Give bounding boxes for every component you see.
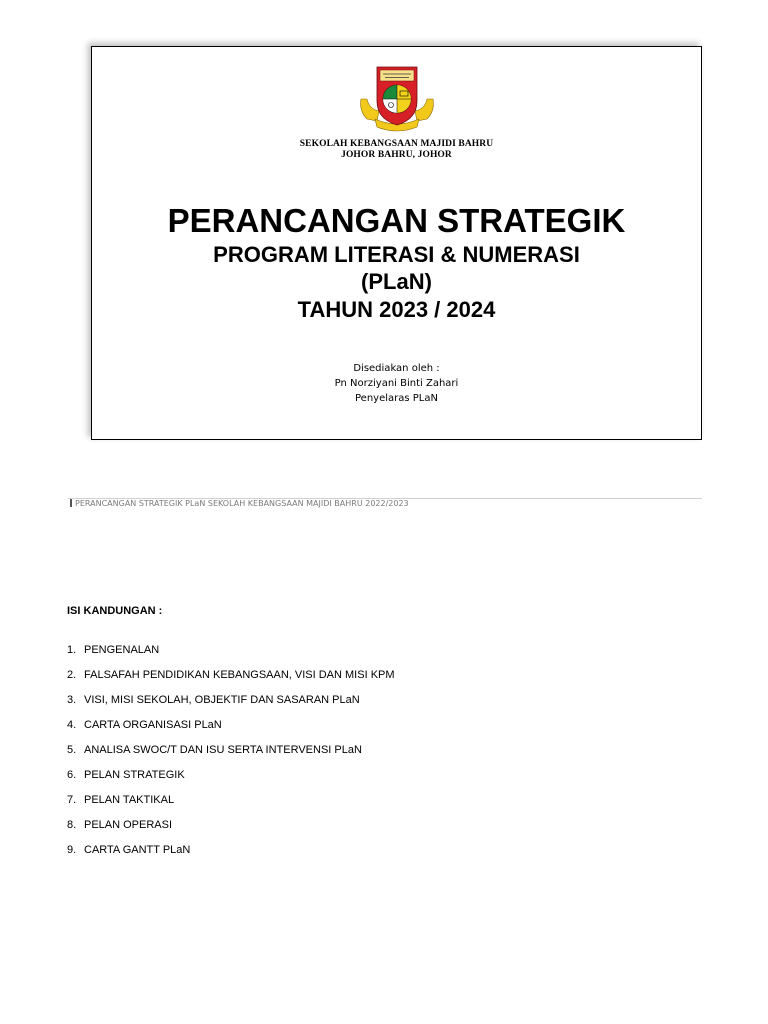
toc-item [67,740,395,765]
toc-heading: ISI KANDUNGAN : [67,605,163,617]
school-location: JOHOR BAHRU, JOHOR [341,150,452,160]
program-year: TAHUN 2023 / 2024 [297,297,496,322]
prepared-by-label: Disediakan oleh : [353,363,440,374]
toc-item [67,840,395,865]
toc-item-label: ANALISA SWOC/T DAN ISU SERTA INTERVENSI PLaN [84,744,362,756]
prepared-by-name: Pn Norziyani Binti Zahari [334,378,459,389]
toc-item-number: 5. [67,744,77,756]
toc-item-number: 7. [67,794,77,806]
toc-item-number: 9. [67,844,77,856]
toc-item-label: PENGENALAN [84,644,160,656]
school-name: SEKOLAH KEBANGSAAN MAJIDI BAHRU [299,139,494,149]
document-title: PERANCANGAN STRATEGIK [167,202,626,239]
toc-item [67,815,395,840]
toc-item-number: 2. [67,669,77,681]
toc-item [67,790,395,815]
toc-item-label: CARTA GANTT PLaN [84,844,191,856]
header-bar-icon [70,499,72,507]
toc-item-number: 6. [67,769,77,781]
cover-page [91,46,702,440]
toc-item-number: 1. [67,644,77,656]
program-name: PROGRAM LITERASI & NUMERASI [213,242,580,267]
toc-item-label: VISI, MISI SEKOLAH, OBJEKTIF DAN SASARAN PLaN [84,694,360,706]
toc-item [67,665,395,690]
toc-item-number: 4. [67,719,77,731]
toc-item [67,640,395,665]
page-header-text: PERANCANGAN STRATEGIK PLaN SEKOLAH KEBANGSAAN MAJIDI BAHRU 2022/2023 [75,499,409,508]
toc-item-number: 8. [67,819,77,831]
toc-item [67,690,395,715]
toc-list [67,640,395,865]
toc-item-label: FALSAFAH PENDIDIKAN KEBANGSAAN, VISI DAN MISI KPM [84,669,395,681]
toc-item-label: CARTA ORGANISASI PLaN [84,719,222,731]
toc-item-label: PELAN STRATEGIK [84,769,185,781]
toc-item-label: PELAN OPERASI [84,819,173,831]
prepared-by-role: Penyelaras PLaN [355,393,438,404]
toc-item [67,715,395,740]
toc-item-label: PELAN TAKTIKAL [84,794,175,806]
school-crest-icon [357,63,437,135]
toc-item-number: 3. [67,694,77,706]
toc-item [67,765,395,790]
program-acronym: (PLaN) [361,269,432,294]
page-header [70,499,409,508]
